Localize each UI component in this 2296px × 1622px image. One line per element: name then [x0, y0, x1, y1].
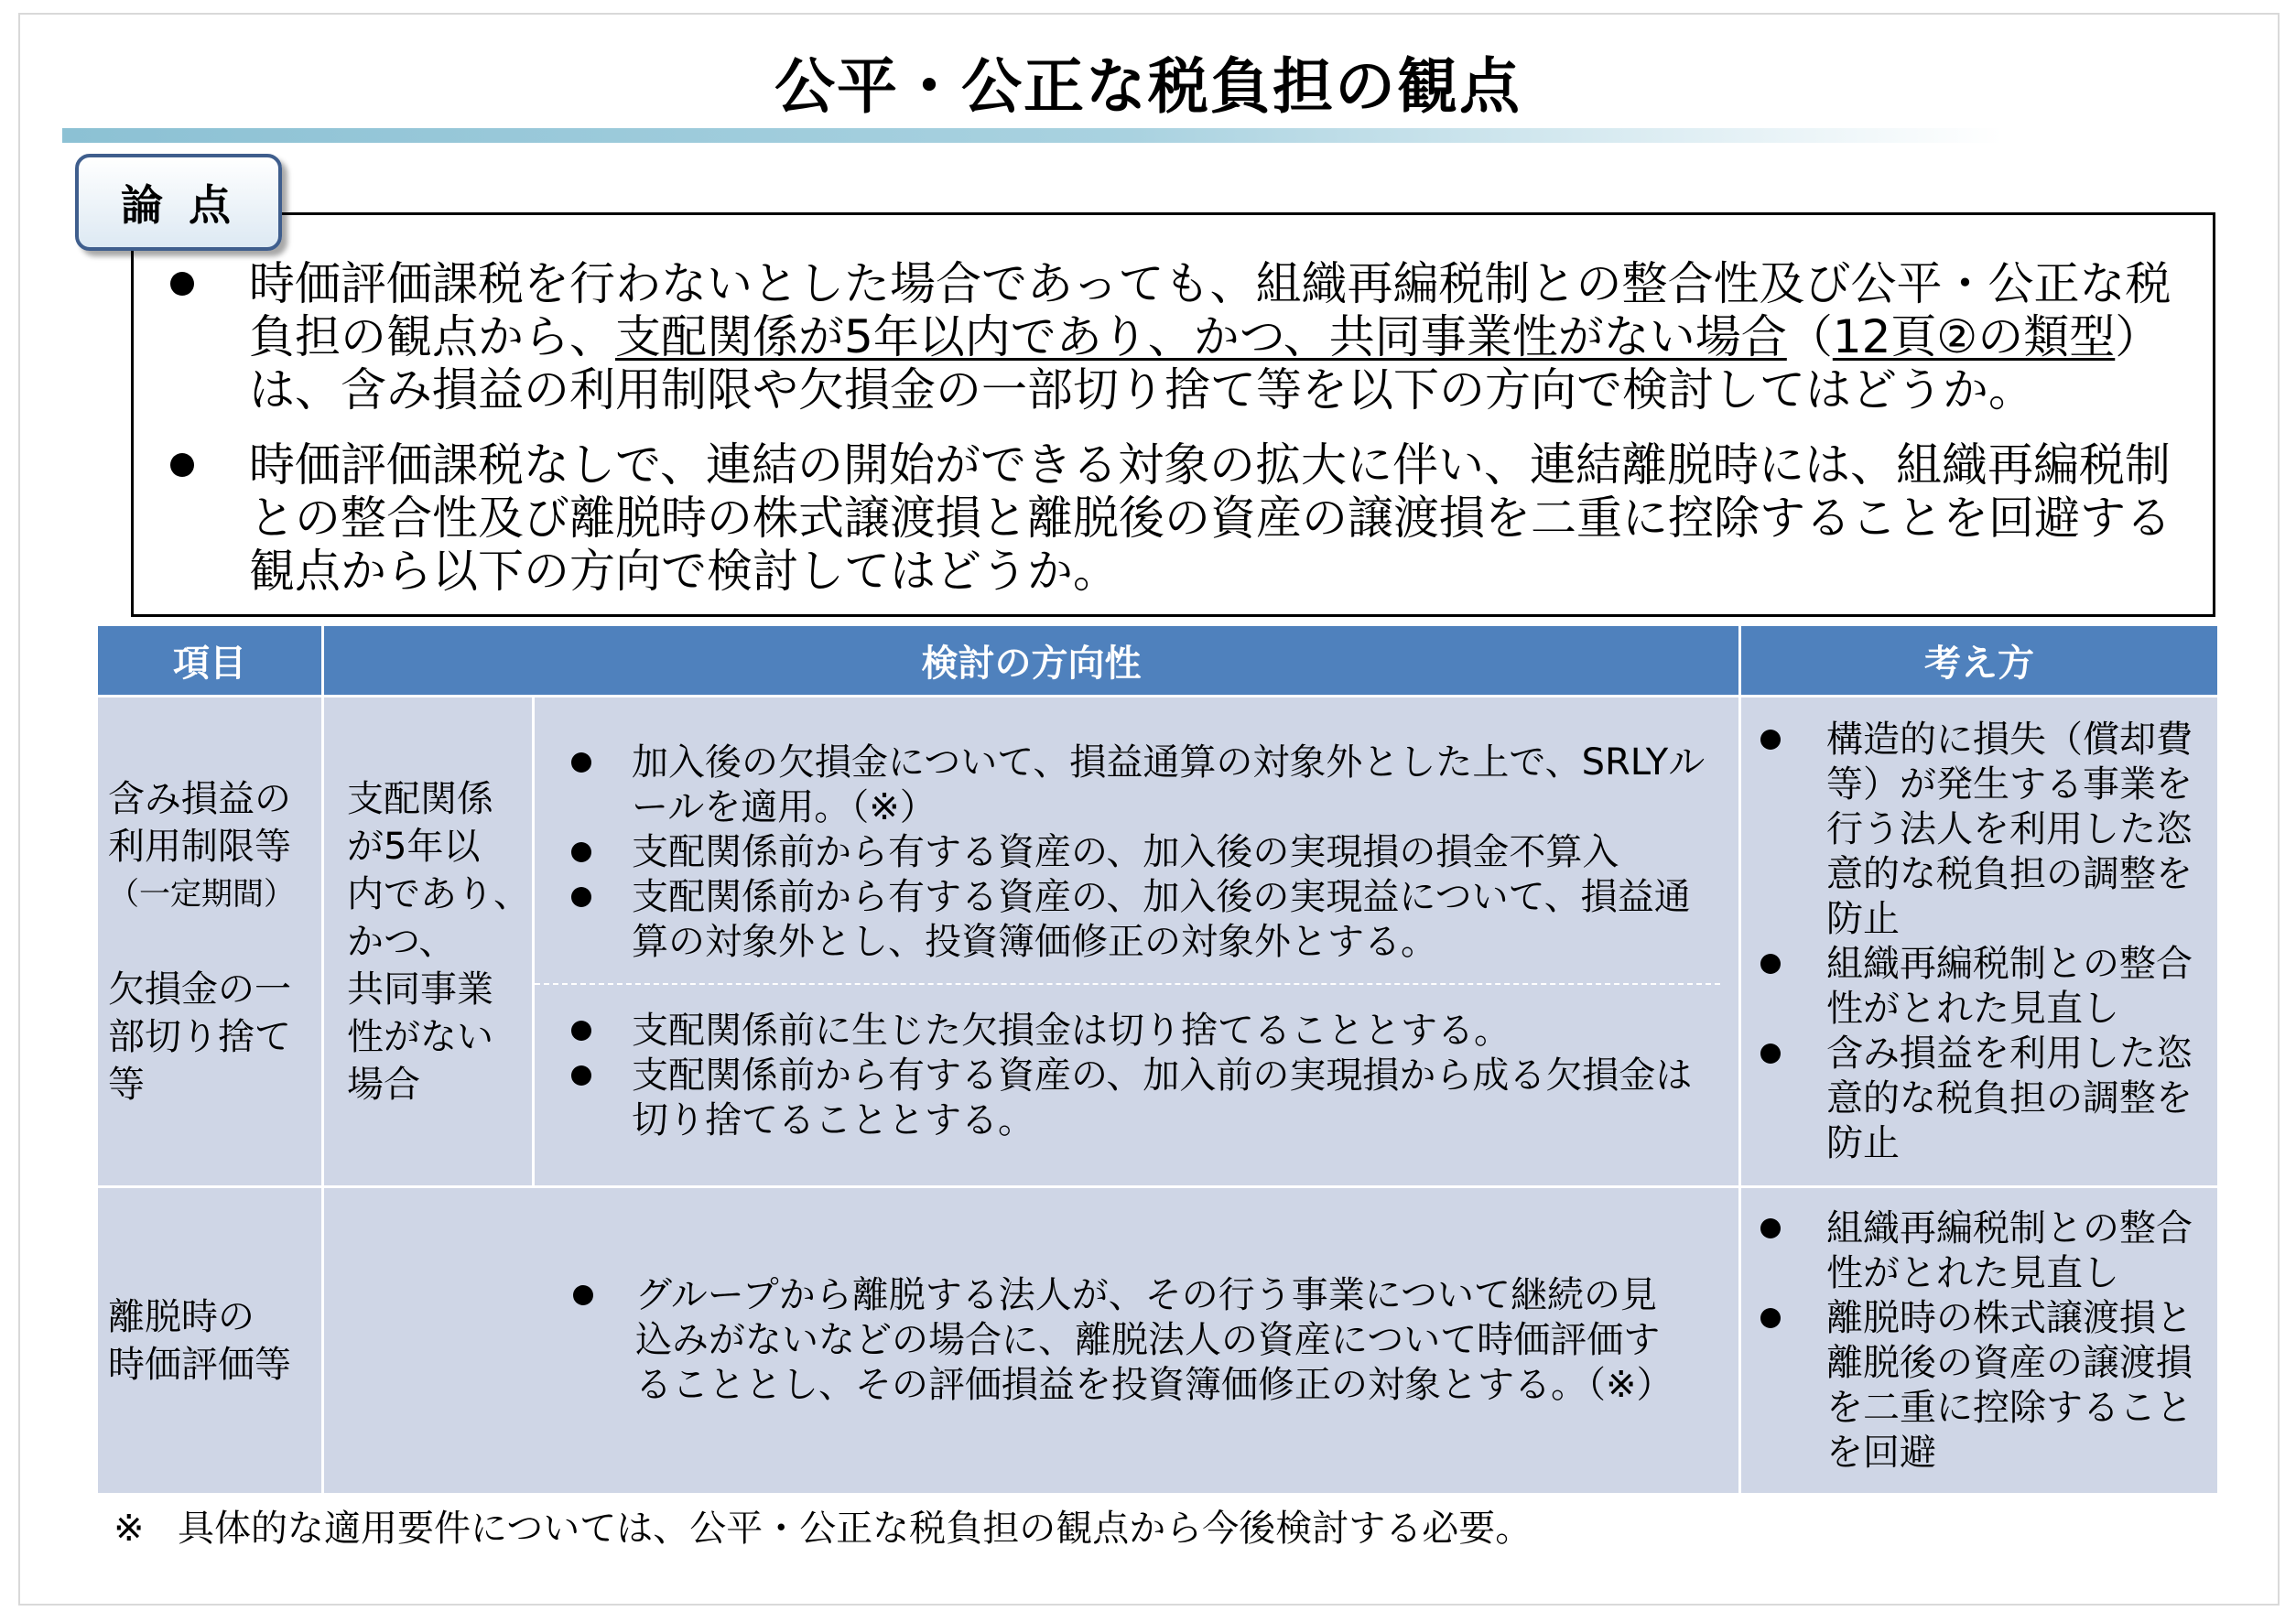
row2-reason-cell — [1740, 1187, 2219, 1495]
row1-reason-list — [1742, 718, 2199, 1166]
list-item: 構造的に損失（償却費等）が発生する事業を行う法人を利用した恣意的な税負担の調整を防止 — [1742, 718, 2199, 942]
list-item: 離脱時の株式譲渡損と離脱後の資産の譲渡損を二重に控除することを回避 — [1742, 1296, 2199, 1476]
bullet-icon — [571, 842, 591, 862]
condition-line: 内であり、 — [347, 872, 530, 915]
condition-line: が5年以 — [347, 825, 481, 868]
row2-item-line1: 離脱時の — [108, 1295, 255, 1338]
footnote-mark: ※ — [114, 1508, 145, 1550]
header-direction: 検討の方向性 — [323, 625, 1740, 697]
footnote — [114, 1501, 1532, 1556]
row1-item-line2: 利用制限等 — [108, 825, 291, 868]
row2-reason-list — [1742, 1206, 2199, 1476]
list-item: 組織再編税制との整合性がとれた見直し — [1742, 1206, 2199, 1296]
row2-direction-cell — [323, 1187, 1740, 1495]
page-title: 公平・公正な税負担の観点 — [774, 51, 1522, 122]
row2-item-cell — [97, 1187, 323, 1495]
bullet-icon — [571, 1021, 591, 1041]
row1-item-line5: 等 — [108, 1063, 145, 1106]
header-reason: 考え方 — [1740, 625, 2219, 697]
bullet-icon — [571, 887, 591, 907]
row1-item-small: （一定期間） — [108, 875, 295, 913]
row1-condition-cell — [323, 697, 534, 1187]
issue1-underlined: 支配関係が5年以内であり、かつ、共同事業性がない場合 — [615, 310, 1787, 363]
bullet-icon — [573, 1285, 593, 1305]
list-item: 支配関係前から有する資産の、加入前の実現損から成る欠損金は切り捨てることとする。 — [544, 1054, 1720, 1143]
row1-upper-list — [544, 741, 1720, 965]
list-item: 加入後の欠損金について、損益通算の対象外とした上で、SRLYルールを適用。（※） — [544, 741, 1720, 830]
list-item: 含み損益を利用した恣意的な税負担の調整を防止 — [1742, 1032, 2199, 1166]
table-row — [97, 697, 2219, 1187]
direction-table — [95, 623, 2220, 1496]
issue1-before: 時価評価課税を行わないとした場合であっても、組織再編税制との整合性及び公平・公正な税負担の観点から、 — [249, 257, 2171, 363]
table-header-row — [97, 625, 2219, 697]
dashed-divider — [535, 983, 1720, 985]
issue-box — [131, 212, 2215, 617]
row1-reason-cell — [1740, 697, 2219, 1187]
row2-item-line2: 時価評価等 — [108, 1343, 291, 1386]
bullet-icon — [1760, 954, 1781, 974]
footnote-text: 具体的な適用要件については、公平・公正な税負担の観点から今後検討する必要。 — [178, 1508, 1532, 1550]
list-item: 支配関係前から有する資産の、加入後の実現益について、損益通算の対象外とし、投資簿価修正の対象外とする。 — [544, 875, 1720, 965]
header-item: 項目 — [97, 625, 323, 697]
bullet-icon — [170, 453, 194, 477]
table-row — [97, 1187, 2219, 1495]
issue-item-1 — [148, 257, 2204, 416]
condition-line: 共同事業 — [347, 968, 493, 1011]
bullet-icon — [1760, 1218, 1781, 1238]
row1-item-line4: 部切り捨て — [108, 1015, 291, 1058]
list-item: 組織再編税制との整合性がとれた見直し — [1742, 942, 2199, 1032]
bullet-icon — [571, 1065, 591, 1086]
row1-lower-list — [544, 1009, 1720, 1143]
list-item: グループから離脱する法人が、その行う事業について継続の見込みがないなどの場合に、離脱法人の資産について時価評価することとし、その評価損益を投資簿価修正の対象とする。（※） — [324, 1273, 1684, 1408]
bullet-icon — [1760, 1308, 1781, 1328]
list-item: 支配関係前から有する資産の、加入後の実現損の損金不算入 — [544, 830, 1720, 875]
issue-label: 論 点 — [75, 154, 282, 251]
issue1-middle: （ — [1786, 310, 1833, 363]
condition-line: 性がない — [347, 1015, 493, 1058]
title-underline-bar — [62, 128, 2003, 143]
row2-direction-list — [324, 1273, 1684, 1408]
bullet-icon — [170, 272, 194, 296]
row1-item-line3: 欠損金の一 — [108, 968, 291, 1011]
list-item: 支配関係前に生じた欠損金は切り捨てることとする。 — [544, 1009, 1720, 1054]
bullet-icon — [571, 752, 591, 773]
condition-line: 支配関係 — [347, 777, 493, 820]
row1-direction-cell — [534, 697, 1740, 1187]
issue2-text: 時価評価課税なしで、連結の開始ができる対象の拡大に伴い、連結離脱時には、組織再編税制との整合性及び離脱時の株式譲渡損と離脱後の資産の譲渡損を二重に控除することを回避する観点から以下の方向で検討してはどうか。 — [249, 438, 2171, 598]
issue1-underlined2: 12頁②の類型 — [1832, 310, 2116, 363]
bullet-icon — [1760, 1043, 1781, 1064]
row1-item-cell — [97, 697, 323, 1187]
issue-list — [148, 257, 2204, 620]
condition-line: 場合 — [347, 1063, 420, 1106]
issue-item-2 — [148, 438, 2204, 598]
issue1-after: ）は、含み損益の利用制限や欠損金の一部切り捨て等を以下の方向で検討してはどうか。 — [249, 310, 2161, 416]
condition-line: かつ、 — [347, 920, 456, 963]
row1-item-line1: 含み損益の — [108, 777, 291, 820]
bullet-icon — [1760, 730, 1781, 750]
